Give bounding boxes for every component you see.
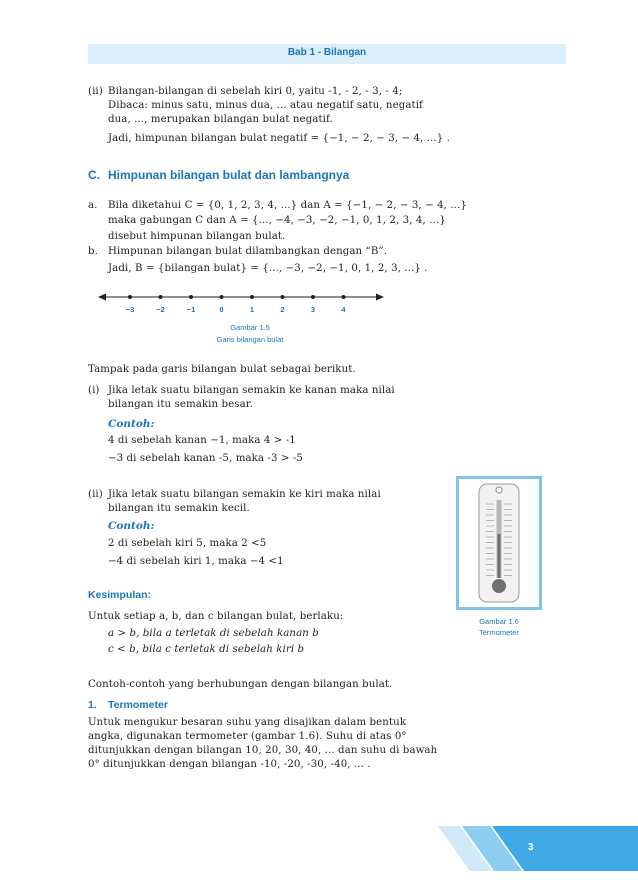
rule-ii-line-2: bilangan itu semakin kecil. — [108, 503, 250, 514]
number-line-point — [250, 295, 254, 299]
item-a-marker: a. — [88, 200, 98, 211]
figure-1-6-caption: Termometer — [478, 628, 519, 637]
number-line-right-arrow — [376, 294, 384, 301]
rule-ii-marker: (ii) — [88, 489, 103, 500]
rule-i-example-label: Contoh: — [108, 418, 155, 430]
part-ii-line-4: Jadi, himpunan bilangan bulat negatif = {−1, − 2, − 3, − 4, ...} . — [108, 133, 450, 144]
number-line-point — [220, 295, 224, 299]
item-b-marker: b. — [88, 246, 98, 257]
number-line-tick-label: 4 — [341, 305, 346, 314]
number-line-point — [342, 295, 346, 299]
thermometer-illustration — [456, 476, 542, 610]
number-line — [96, 288, 386, 322]
conclusion-rule-1: a > b, bila a terletak di sebelah kanan b — [108, 628, 319, 639]
number-line-tick-label: 1 — [249, 305, 255, 314]
rule-ii-example-1: 2 di sebelah kiri 5, maka 2 <5 — [108, 538, 267, 549]
figure-1-6-title: Gambar 1.6 — [479, 617, 519, 626]
number-line-tick-label: 2 — [280, 305, 285, 314]
rule-ii-example-2: −4 di sebelah kiri 1, maka −4 <1 — [108, 556, 284, 567]
chapter-title: Bab 1 - Bilangan — [287, 47, 367, 58]
termometer-line-4: 0° ditunjukkan dengan bilangan -10, -20, -30, -40, ... . — [88, 759, 371, 770]
conclusion-title: Kesimpulan: — [88, 589, 152, 601]
item-a-line-1: Bila diketahui C = {0, 1, 2, 3, 4, ...} dan A = {−1, − 2, − 3, − 4, ...} — [108, 200, 467, 211]
item-a-line-3: disebut himpunan bilangan bulat. — [108, 231, 286, 242]
termometer-number: 1. — [88, 699, 97, 711]
item-a-line-2: maka gabungan C dan A = {..., −4, −3, −2, −1, 0, 1, 2, 3, 4, ...} — [108, 215, 446, 226]
rule-i-example-2: −3 di sebelah kanan -5, maka -3 > -5 — [108, 453, 303, 464]
number-line-point — [189, 295, 193, 299]
thermometer-bulb — [492, 579, 506, 593]
examples-intro: Contoh-contoh yang berhubungan dengan bilangan bulat. — [88, 679, 393, 690]
conclusion-intro: Untuk setiap a, b, dan c bilangan bulat, berlaku: — [88, 611, 344, 622]
part-ii-line-1: Bilangan-bilangan di sebelah kiri 0, yaitu -1, - 2, - 3, - 4; — [108, 86, 403, 97]
item-b-line-2: Jadi, B = {bilangan bulat} = {..., −3, −2, −1, 0, 1, 2, 3, ...} . — [108, 263, 428, 274]
part-ii-marker: (ii) — [88, 86, 103, 97]
item-b-line-1: Himpunan bilangan bulat dilambangkan dengan “B”. — [108, 246, 388, 257]
observation-intro: Tampak pada garis bilangan bulat sebagai berikut. — [88, 364, 356, 375]
rule-ii-example-label: Contoh: — [108, 520, 155, 532]
termometer-title: Termometer — [108, 699, 168, 711]
thermometer-liquid-column — [498, 534, 501, 578]
number-line-point — [159, 295, 163, 299]
conclusion-rule-2: c < b, bila c terletak di sebelah kiri b — [108, 644, 305, 655]
number-line-tick-label: 0 — [219, 305, 224, 314]
part-ii-line-2: Dibaca: minus satu, minus dua, ... atau negatif satu, negatif — [108, 100, 423, 111]
section-c-title: Himpunan bilangan bulat dan lambangnya — [108, 168, 350, 182]
number-line-tick-label: −2 — [156, 305, 165, 314]
number-line-left-arrow — [98, 294, 106, 301]
rule-ii-line-1: Jika letak suatu bilangan semakin ke kiri maka nilai — [108, 489, 381, 500]
termometer-line-2: angka, digunakan termometer (gambar 1.6). Suhu di atas 0° — [88, 731, 407, 742]
termometer-line-1: Untuk mengukur besaran suhu yang disajikan dalam bentuk — [88, 717, 407, 728]
thermometer-hanger-hole — [496, 487, 502, 493]
number-line-point — [281, 295, 285, 299]
part-ii-line-3: dua, ..., merupakan bilangan bulat negatif. — [108, 114, 333, 125]
number-line-point — [128, 295, 132, 299]
number-line-tick-label: −3 — [125, 305, 135, 314]
termometer-line-3: ditunjukkan dengan bilangan 10, 20, 30, 40, ... dan suhu di bawah — [88, 745, 438, 756]
rule-i-marker: (i) — [88, 385, 100, 396]
rule-i-line-2: bilangan itu semakin besar. — [108, 399, 253, 410]
number-line-point — [311, 295, 315, 299]
number-line-tick-label: −1 — [186, 305, 196, 314]
number-line-tick-label: 3 — [310, 305, 316, 314]
figure-1-5-caption: Garis bilangan bulat — [216, 335, 284, 344]
section-c-letter: C. — [88, 168, 100, 182]
page-number: 3 — [528, 842, 534, 853]
rule-i-example-1: 4 di sebelah kanan −1, maka 4 > -1 — [108, 435, 296, 446]
rule-i-line-1: Jika letak suatu bilangan semakin ke kanan maka nilai — [108, 385, 395, 396]
figure-1-5-title: Gambar 1.5 — [230, 323, 270, 332]
